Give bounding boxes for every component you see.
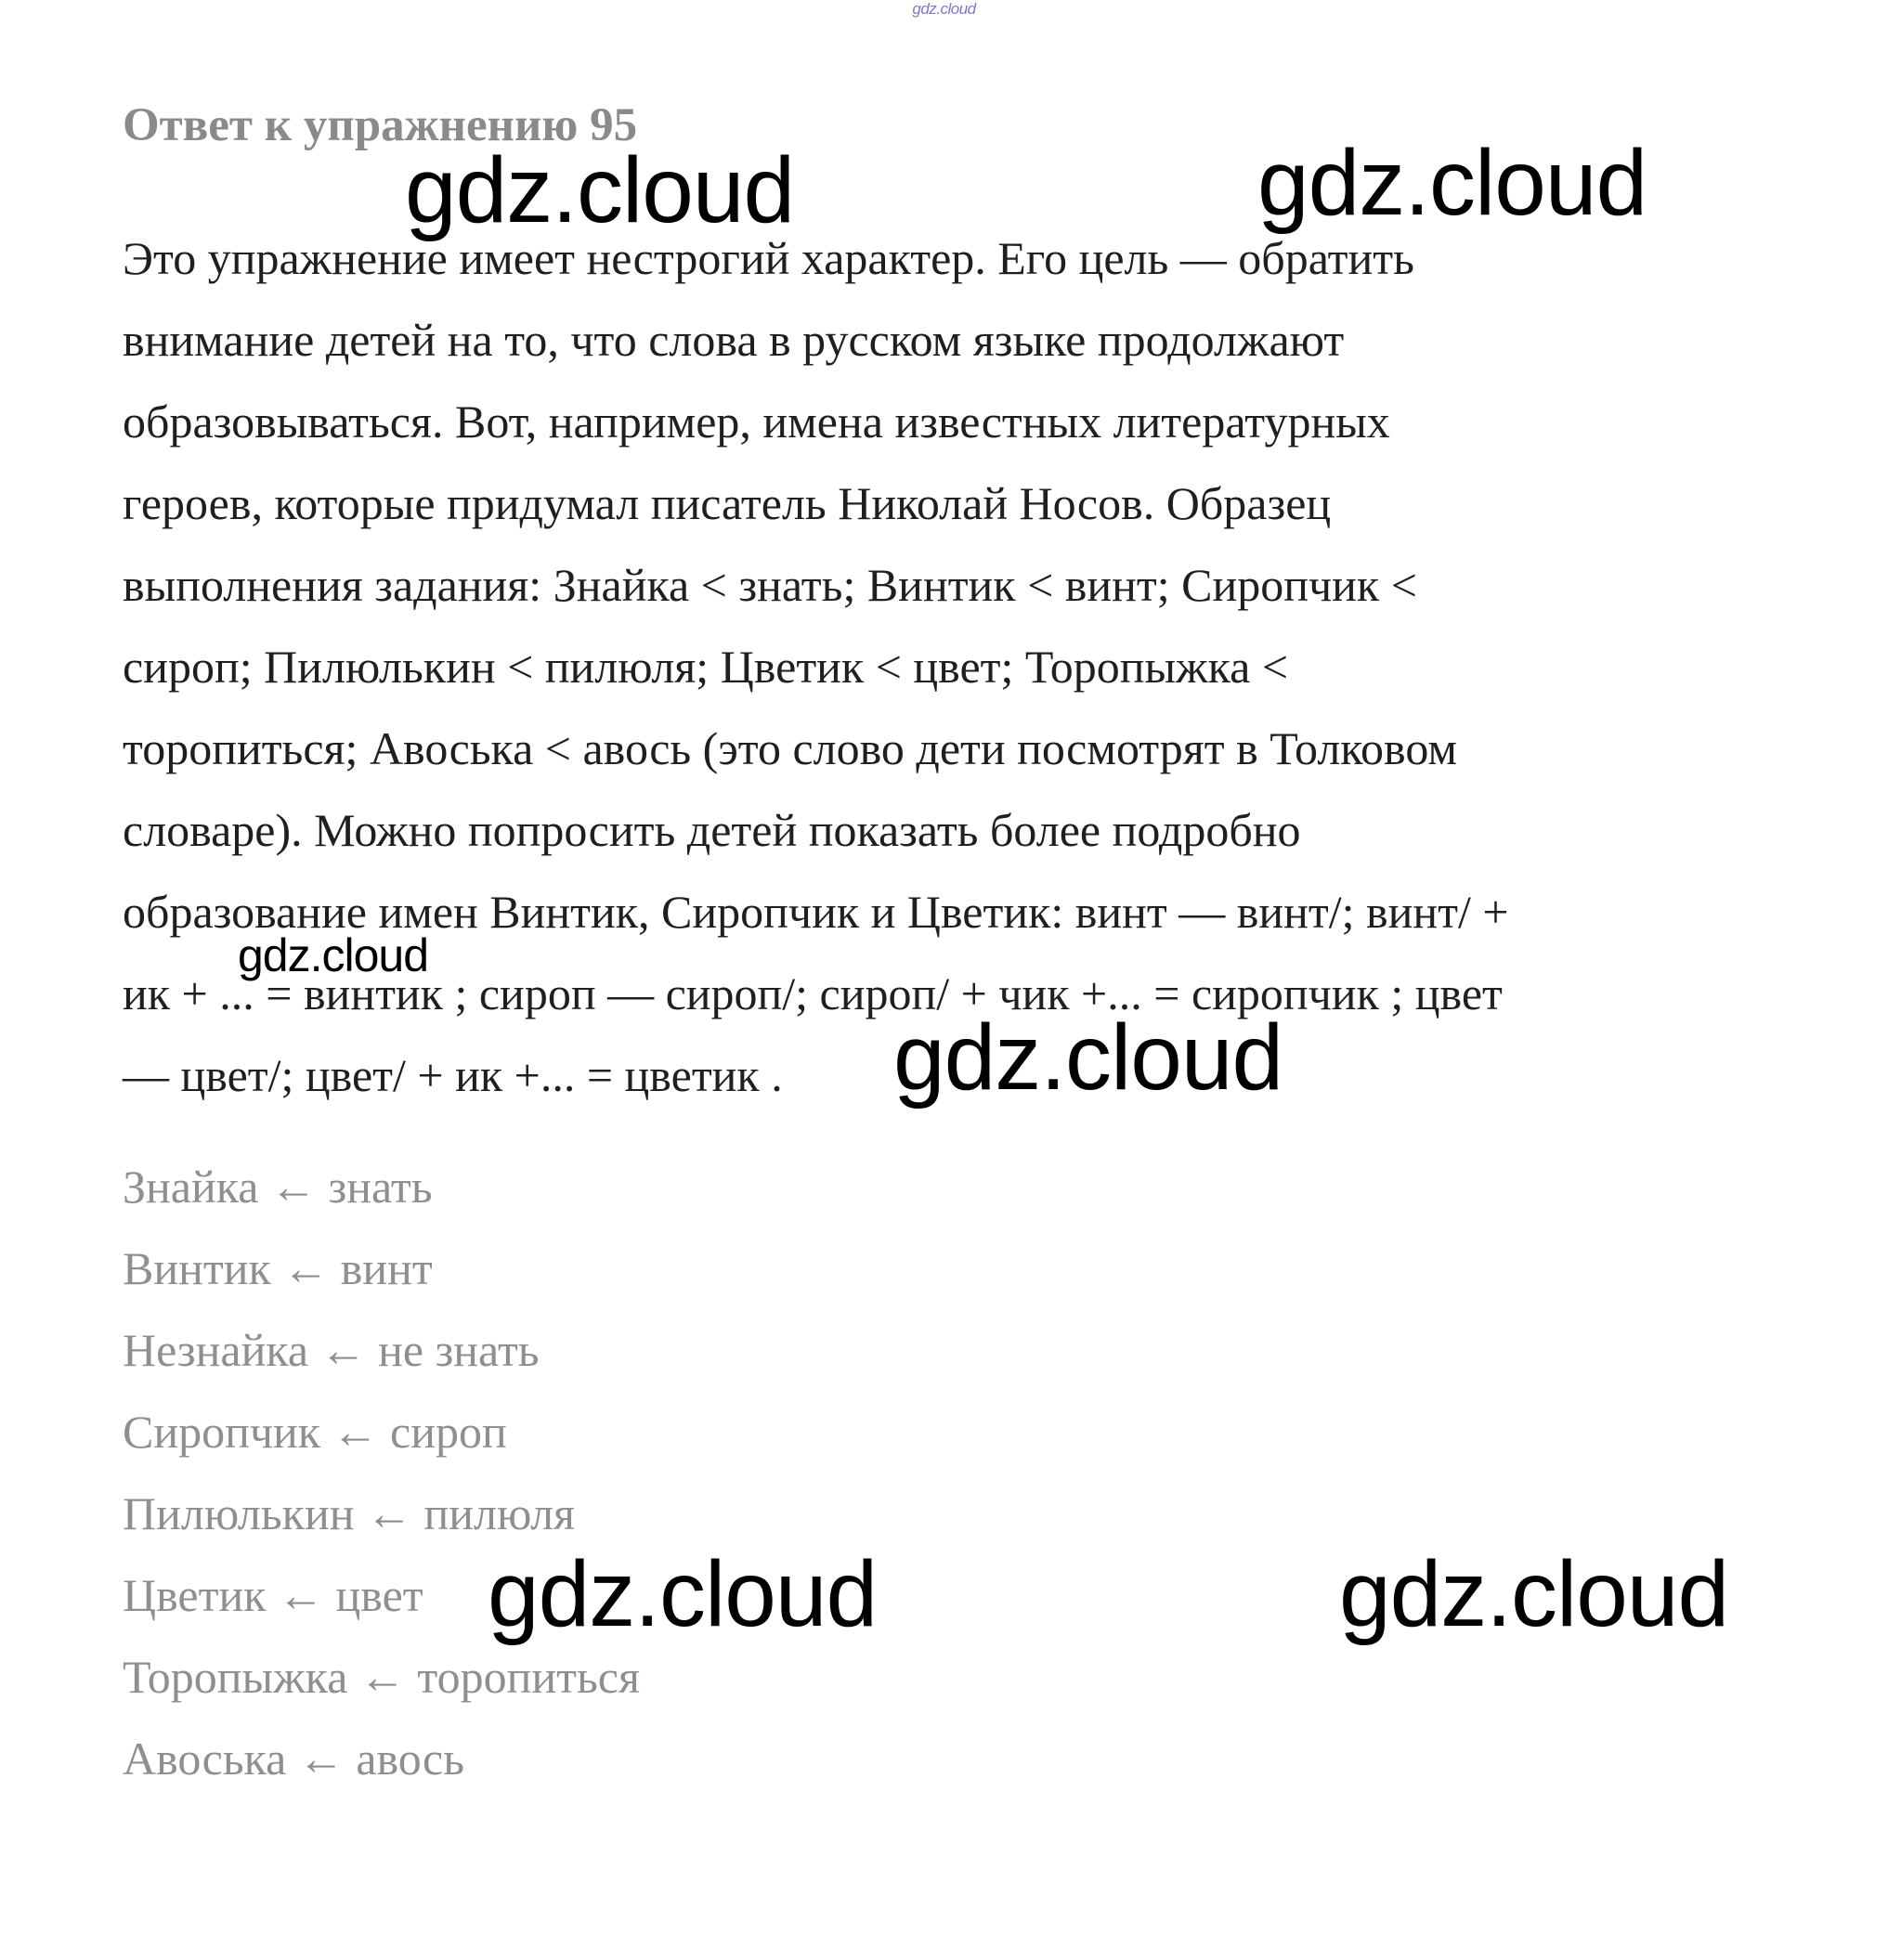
paragraph-line: Это упражнение имеет нестрогий характер. Его цель — обратить: [123, 232, 1414, 284]
derivation-item: Винтик ← винт: [123, 1242, 433, 1294]
watermark: gdz.cloud: [488, 1542, 878, 1646]
paragraph-line: образование имен Винтик, Сиропчик и Цветик: винт — винт/; винт/ +: [123, 886, 1509, 938]
paragraph-line: — цвет/; цвет/ + ик +... = цветик .: [123, 1049, 783, 1101]
derivation-item: Сиропчик ← сироп: [123, 1406, 507, 1458]
watermark: gdz.cloud: [238, 929, 429, 981]
paragraph-line: словаре). Можно попросить детей показать более подробно: [123, 804, 1301, 856]
derivation-item: Авоська ← авось: [123, 1733, 465, 1785]
page-title: Ответ к упражнению 95: [123, 99, 638, 151]
paragraph-line: сироп; Пилюлькин < пилюля; Цветик < цвет; Торопыжка <: [123, 641, 1289, 693]
word-derivation-list: [123, 1146, 640, 1799]
derivation-item: Незнайка ← не знать: [123, 1324, 540, 1376]
watermark: gdz.cloud: [893, 1006, 1283, 1110]
derivation-item: Цветик ← цвет: [123, 1569, 423, 1621]
watermark: gdz.cloud: [405, 138, 795, 242]
top-watermark-label: gdz.cloud: [912, 0, 976, 18]
paragraph-line: внимание детей на то, что слова в русском языке продолжают: [123, 314, 1345, 366]
paragraph-line: выполнения задания: Знайка < знать; Винтик < винт; Сиропчик <: [123, 559, 1417, 611]
paragraph-line: ик + ... = винтик ; сироп — сироп/; сироп/ + чик +... = сиропчик ; цвет: [123, 967, 1503, 1019]
derivation-item: Знайка ← знать: [123, 1161, 433, 1213]
derivation-item: Пилюлькин ← пилюля: [123, 1487, 576, 1539]
watermark: gdz.cloud: [1339, 1542, 1729, 1646]
watermark: gdz.cloud: [1257, 131, 1647, 235]
paragraph-line: образовываться. Вот, например, имена известных литературных: [123, 396, 1390, 448]
derivation-item: Торопыжка ← торопиться: [123, 1651, 640, 1703]
paragraph-line: торопиться; Авоська < авось (это слово дети посмотрят в Толковом: [123, 722, 1458, 774]
paragraph-line: героев, которые придумал писатель Николай Носов. Образец: [123, 477, 1332, 529]
